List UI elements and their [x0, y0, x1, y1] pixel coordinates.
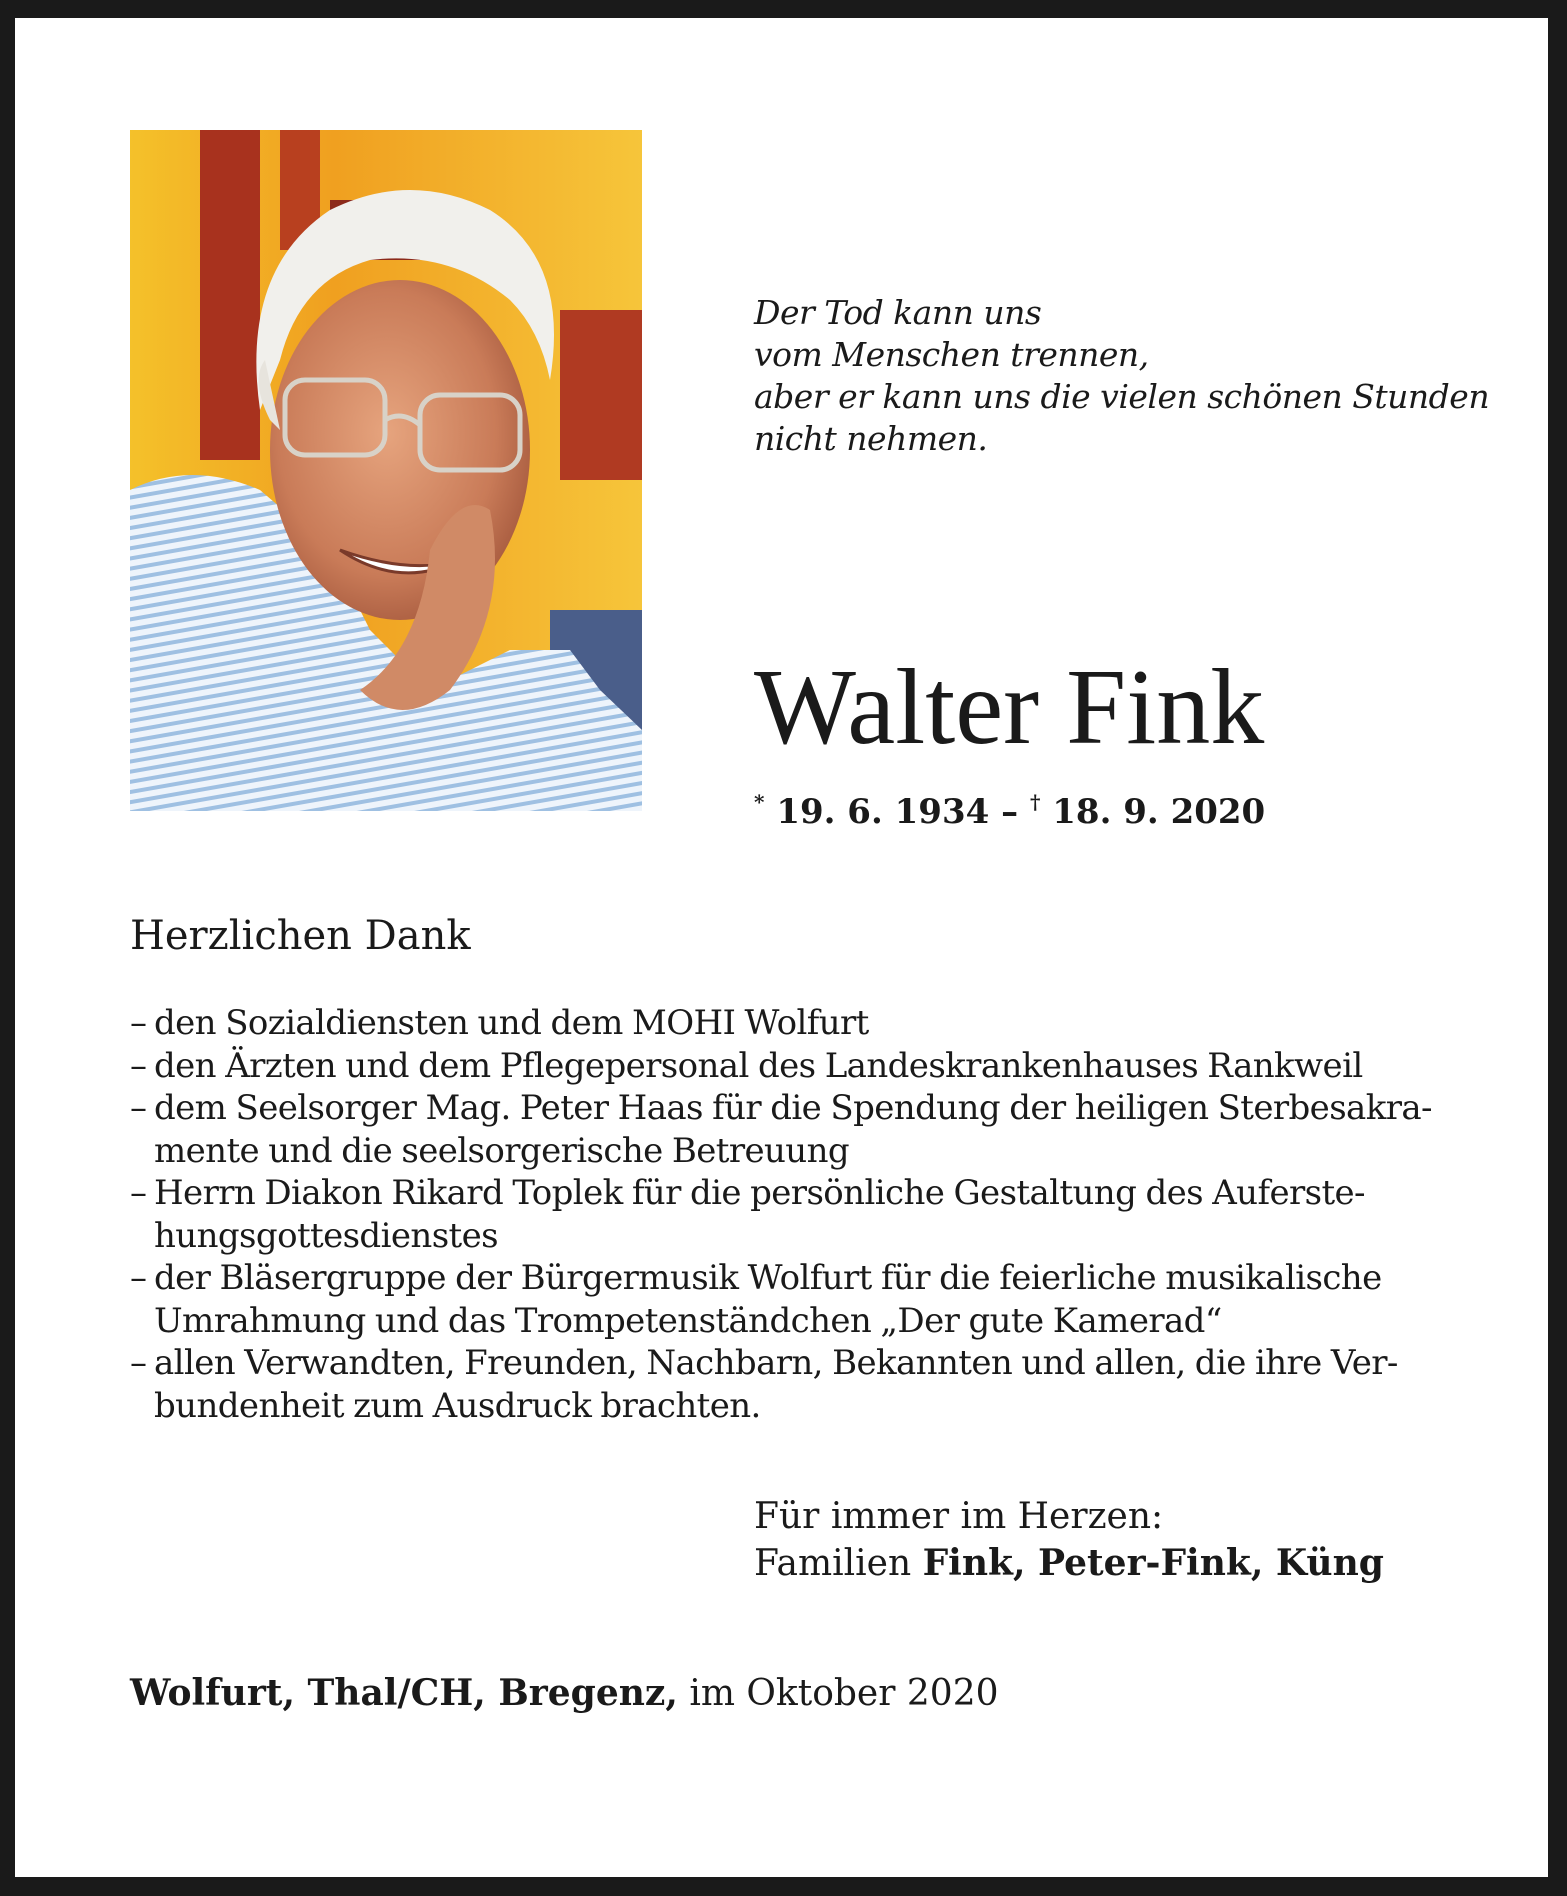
quote-line: nicht nehmen.	[754, 419, 988, 458]
list-dash: –	[130, 1258, 147, 1298]
date-separator: –	[1001, 792, 1019, 832]
life-dates	[754, 782, 1265, 832]
list-dash: –	[130, 1088, 147, 1128]
list-dash: –	[130, 1003, 147, 1043]
list-dash: –	[130, 1173, 147, 1213]
death-date: 18. 9. 2020	[1052, 792, 1266, 832]
families-line	[754, 1540, 1384, 1587]
list-item-text: dem Seelsorger Mag. Peter Haas für die Spendung der heiligen Sterbesakra-	[154, 1088, 1432, 1128]
places: Wolfurt, Thal/CH, Bregenz,	[130, 1672, 678, 1714]
thanks-list	[130, 1002, 1440, 1427]
list-item-text: allen Verwandten, Freunden, Nachbarn, Bekannten und allen, die ihre Ver-	[154, 1343, 1398, 1383]
closing-signature	[754, 1494, 1384, 1587]
list-dash: –	[130, 1045, 147, 1086]
list-item	[130, 1257, 1440, 1300]
families-names: Fink, Peter-Fink, Küng	[922, 1542, 1384, 1584]
list-item-text: der Bläsergruppe der Bürgermusik Wolfurt für die feierliche musikalische	[154, 1258, 1382, 1298]
list-item-text: den Ärzten und dem Pflegepersonal des Landeskrankenhauses Rankweil	[154, 1045, 1363, 1086]
list-item	[130, 1087, 1440, 1130]
quote-line: aber er kann uns die vielen schönen Stunden	[754, 377, 1490, 416]
list-item-continuation: bundenheit zum Ausdruck brachten.	[154, 1385, 761, 1426]
birth-date: 19. 6. 1934	[776, 792, 990, 832]
death-symbol: †	[1029, 790, 1041, 814]
closing-line: Für immer im Herzen:	[754, 1496, 1164, 1537]
families-prefix: Familien	[754, 1543, 912, 1584]
list-item	[130, 1172, 1440, 1215]
list-item	[130, 1002, 1440, 1045]
list-item-continuation: hungsgottesdienstes	[154, 1215, 498, 1256]
birth-symbol: *	[754, 790, 765, 814]
deceased-name: Walter Fink	[754, 648, 1265, 767]
place-and-date	[130, 1670, 999, 1717]
date: im Oktober 2020	[689, 1673, 999, 1714]
quote-line: vom Menschen trennen,	[754, 335, 1149, 374]
quote-line: Der Tod kann uns	[754, 293, 1042, 332]
list-item-continuation: mente und die seelsorgerische Betreuung	[154, 1130, 850, 1171]
list-item	[130, 1045, 1440, 1088]
portrait-photo	[130, 130, 642, 811]
list-item-continuation: Umrahmung und das Trompetenständchen „Der gute Kamerad“	[154, 1300, 1222, 1341]
memorial-quote	[754, 292, 1490, 460]
list-dash: –	[130, 1343, 147, 1383]
list-item-text: Herrn Diakon Rikard Toplek für die persönliche Gestaltung des Auferste-	[154, 1173, 1365, 1213]
thanks-heading: Herzlichen Dank	[130, 913, 471, 959]
list-item	[130, 1342, 1440, 1385]
list-item-text: den Sozialdiensten und dem MOHI Wolfurt	[154, 1003, 869, 1043]
